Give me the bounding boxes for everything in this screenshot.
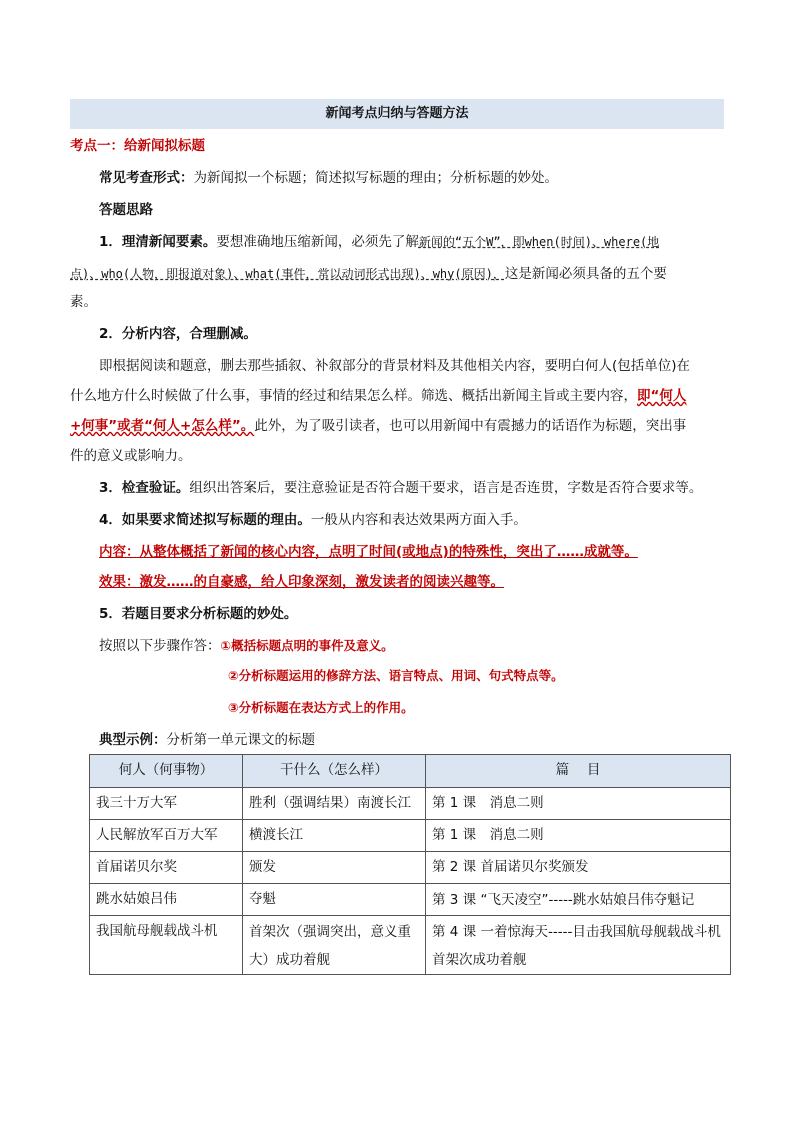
cell-article: 第 2 课 首届诺贝尔奖颁发: [426, 852, 731, 884]
header-who: 何人（何事物）: [90, 755, 243, 788]
cell-who: 我三十万大军: [90, 788, 243, 820]
table-row: [90, 916, 731, 975]
table-row: [90, 884, 731, 916]
cell-article: 第 3 课 “飞天凌空”-----跳水姑娘吕伟夺魁记: [426, 884, 731, 916]
section-heading: 考点一：给新闻拟标题: [70, 138, 205, 154]
cell-what: 首架次（强调突出，意义重大）成功着舰: [243, 916, 426, 975]
step4-lead: 4．如果要求简述拟写标题的理由。: [99, 512, 311, 528]
header-article: 篇 目: [426, 755, 731, 788]
step5-lead: 5．若题目要求分析标题的妙处。: [99, 606, 298, 622]
table-row: [90, 788, 731, 820]
step5-s1: ①概括标题点明的事件及意义。: [220, 638, 394, 653]
step2-line4: 件的意义或影响力。: [70, 448, 192, 464]
step1-lead: 1．理清新闻要素。: [99, 234, 217, 250]
cell-what: 颁发: [243, 852, 426, 884]
cell-article: 第 1 课 消息二则: [426, 820, 731, 852]
step1-text-c: 点)、who(人物，即报道对象)、what(事件，常以动词形式出现)、why(原因)，: [70, 267, 505, 281]
table-row: [90, 852, 731, 884]
example-label: 典型示例：: [99, 732, 167, 748]
cell-what: 胜利（强调结果）南渡长江: [243, 788, 426, 820]
example-table: [89, 754, 731, 975]
cell-who: 人民解放军百万大军: [90, 820, 243, 852]
common-forms-label: 常见考查形式：: [99, 170, 194, 186]
step5-s2: ②分析标题运用的修辞方法、语言特点、用词、句式特点等。: [228, 668, 564, 683]
step2-line2-a: 什么地方什么时候做了什么事，事情的经过和结果怎么样。筛选、概括出新闻主旨或主要内容，: [70, 388, 637, 404]
step1-text-b: 新闻的“五个W”，即when(时间)、where(地: [418, 235, 660, 249]
step3-lead: 3．检查验证。: [99, 480, 190, 496]
step3-text: 组织出答案后，要注意验证是否符合题干要求，语言是否连贯，字数是否符合要求等。: [189, 480, 703, 496]
step4-effect-line: 效果：激发……的自豪感，给人印象深刻，激发读者的阅读兴趣等。: [99, 574, 504, 590]
cell-who: 跳水姑娘吕伟: [90, 884, 243, 916]
example-line: [99, 730, 315, 750]
step5-intro: 按照以下步骤作答：: [99, 638, 221, 654]
step2-line3-b: 此外，为了吸引读者，也可以用新闻中有震撼力的话语作为标题，突出事: [254, 418, 687, 434]
header-what: 干什么（怎么样）: [243, 755, 426, 788]
step1-line3: 素。: [70, 294, 97, 310]
step1-text-d: 这是新闻必须具备的五个要: [504, 266, 667, 282]
step2-line3-a: +何事”或者“何人+怎么样”。: [70, 418, 255, 434]
step2-line3: [70, 416, 686, 436]
common-forms-line: [99, 168, 558, 188]
step1-line2: [70, 264, 667, 284]
example-text: 分析第一单元课文的标题: [166, 732, 315, 748]
cell-article: 第 4 课 一着惊海天-----目击我国航母舰载战斗机首架次成功着舰: [426, 916, 731, 975]
step4-text: 一般从内容和表达效果两方面入手。: [310, 512, 527, 528]
cell-who: 首届诺贝尔奖: [90, 852, 243, 884]
cell-what: 夺魁: [243, 884, 426, 916]
approach-label: 答题思路: [99, 202, 153, 218]
page-title: 新闻考点归纳与答题方法: [70, 99, 724, 129]
step4-content-line: 内容：从整体概括了新闻的核心内容，点明了时间(或地点)的特殊性，突出了……成就等。: [99, 544, 638, 560]
cell-article: 第 1 课 消息二则: [426, 788, 731, 820]
step2-lead: 2．分析内容，合理删减。: [99, 326, 257, 342]
step3-line: [99, 478, 702, 498]
cell-who: 我国航母舰载战斗机: [90, 916, 243, 975]
table-header-row: [90, 755, 731, 788]
step2-line2-b: 即“何人: [637, 388, 687, 404]
step5-s3: ③分析标题在表达方式上的作用。: [228, 700, 414, 715]
common-forms-text: 为新闻拟一个标题；简述拟写标题的理由；分析标题的妙处。: [193, 170, 558, 186]
step2-line1: 即根据阅读和题意，删去那些插叙、补叙部分的背景材料及其他相关内容，要明白何人(包括单位)在: [99, 358, 691, 374]
cell-what: 横渡长江: [243, 820, 426, 852]
table-row: [90, 820, 731, 852]
step4-line: [99, 510, 527, 530]
step2-line2: [70, 386, 686, 406]
step1-line1: [99, 232, 659, 252]
step1-text-a: 要想准确地压缩新闻，必须先了解: [216, 234, 419, 250]
step5-line1: [99, 636, 394, 656]
